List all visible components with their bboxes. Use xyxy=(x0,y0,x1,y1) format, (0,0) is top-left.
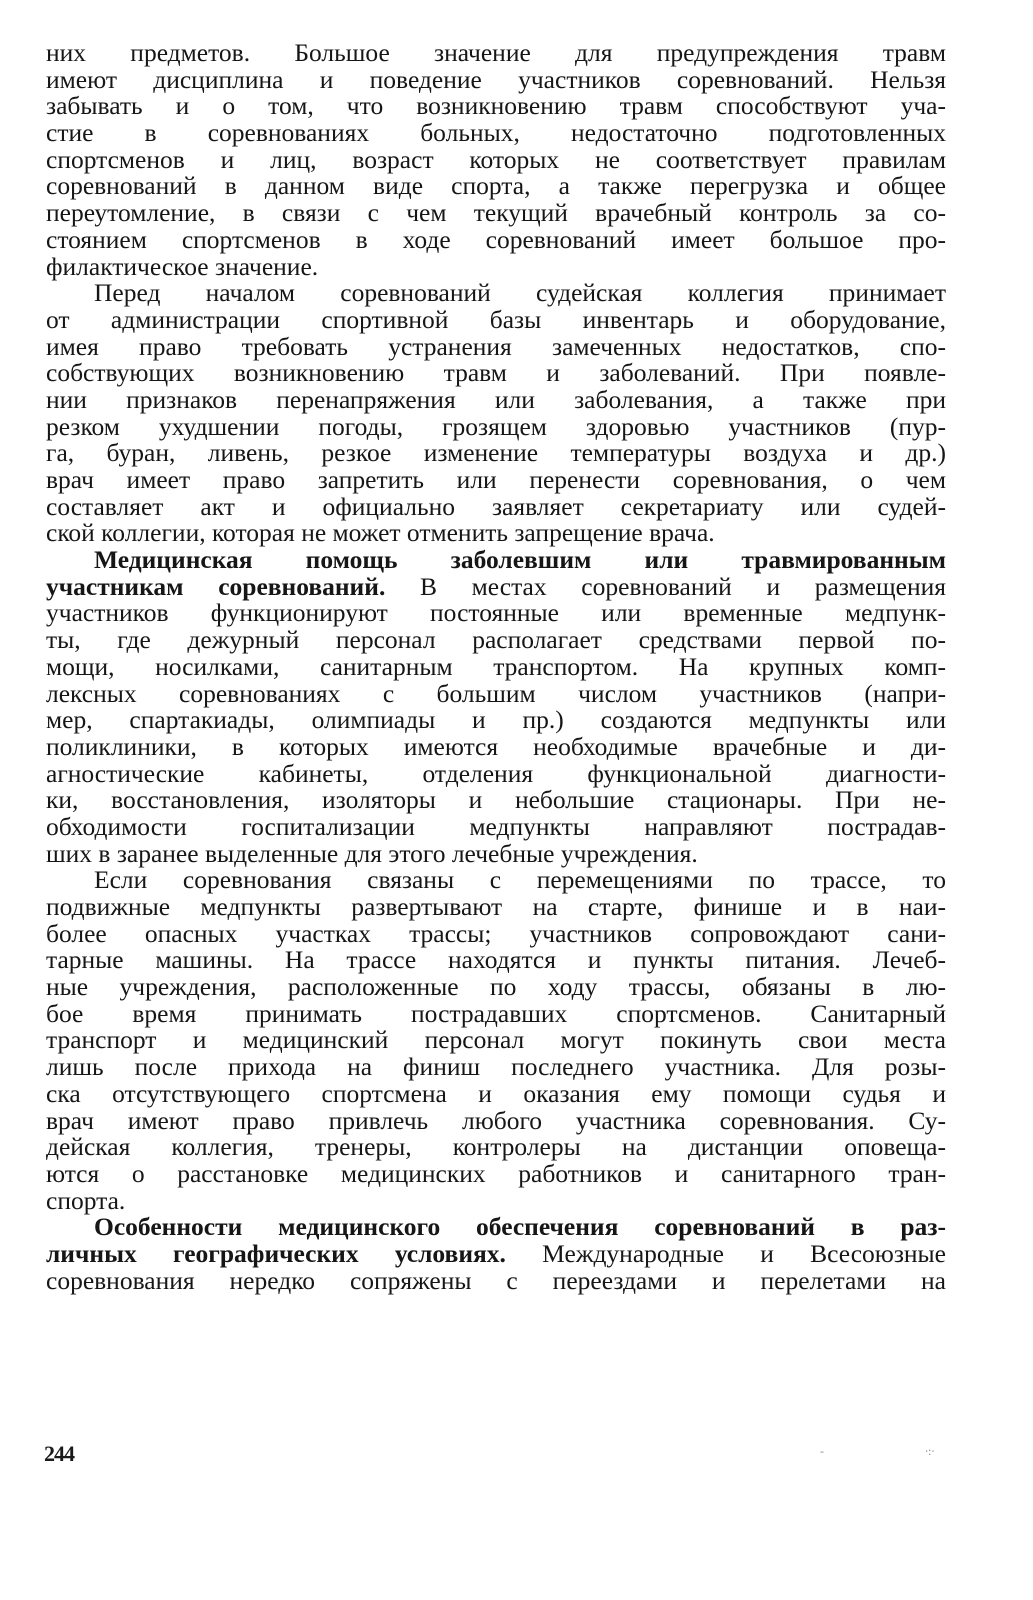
text-line xyxy=(46,571,946,601)
text-line xyxy=(46,974,946,1001)
text-line xyxy=(46,998,946,1028)
text-line xyxy=(46,93,946,120)
page-number: 244 xyxy=(44,1441,74,1466)
text-line xyxy=(46,678,946,708)
text-line xyxy=(46,360,946,387)
line-text: участников функционируют постоянные или временные медпунк- xyxy=(46,598,946,628)
text-line xyxy=(46,304,946,334)
line-text: тарные машины. На трассе находятся и пункты питания. Лечеб- xyxy=(46,945,946,975)
section-heading: личных географических условиях. xyxy=(46,1238,506,1268)
line-text: врач имеет право запретить или перенести соревнования, о чем xyxy=(46,465,946,494)
line-text: Перед началом соревнований судейская коллегия принимает xyxy=(94,278,946,308)
line-text: Если соревнования связаны с перемещениями по трассе, то xyxy=(94,865,946,895)
line-text: переутомление, в связи с чем текущий врачебный контроль за со- xyxy=(46,198,946,228)
text-line xyxy=(46,384,946,414)
text-line xyxy=(46,491,946,521)
line-text: более опасных участках трассы; участников сопровождают сани- xyxy=(46,918,946,948)
line-text: мощи, носилками, санитарным транспортом. На крупных комп- xyxy=(46,651,946,681)
line-text: подвижные медпункты развертывают на старте, финише и в наи- xyxy=(46,892,946,921)
text-line xyxy=(46,1238,946,1268)
line-text: соревнования нередко сопряжены с переездами и перелетами на xyxy=(46,1265,946,1295)
line-text: поликлиники, в которых имеются необходимые врачебные и ди- xyxy=(46,731,946,761)
text-line xyxy=(46,520,946,547)
line-text: дейская коллегия, тренеры, контролеры на дистанции оповеща- xyxy=(46,1132,946,1162)
text-line xyxy=(46,651,946,681)
line-text: В местах соревнований и размещения xyxy=(385,571,946,601)
line-text: ки, восстановления, изоляторы и небольшие стационары. При не- xyxy=(46,785,946,815)
line-text: стоянием спортсменов в ходе соревнований имеет большое про- xyxy=(46,224,946,254)
line-text: филактическое значение. xyxy=(46,251,319,281)
text-line xyxy=(46,1214,946,1241)
line-text: Международные и Всесоюзные xyxy=(505,1238,946,1268)
text-line xyxy=(46,1134,946,1161)
section-heading: Медицинская помощь заболевшим или травмированным xyxy=(94,545,946,575)
line-text: мер, спартакиады, олимпиады и пр.) создаются медпункты или xyxy=(46,705,946,735)
line-text: ты, где дежурный персонал располагает средствами первой по- xyxy=(46,625,946,655)
line-text: забывать и о том, что возникновению травм способствуют уча- xyxy=(46,91,946,121)
text-line xyxy=(46,894,946,921)
text-line xyxy=(46,1265,946,1295)
text-line xyxy=(46,600,946,627)
text-line xyxy=(46,947,946,974)
text-line xyxy=(46,40,946,67)
line-text: лексных соревнованиях с большим числом участников (напри- xyxy=(46,678,946,708)
line-text: ших в заранее выделенные для этого лечебные учреждения. xyxy=(46,838,698,868)
line-text: от администрации спортивной базы инвентарь и оборудование, xyxy=(46,304,946,334)
section-heading: участникам соревнований. xyxy=(46,571,386,601)
text-line xyxy=(46,867,946,894)
line-text: обходимости госпитализации медпункты направляют пострадав- xyxy=(46,811,946,841)
text-line xyxy=(46,547,946,574)
text-line xyxy=(46,331,946,361)
text-line xyxy=(46,731,946,761)
text-line xyxy=(46,1054,946,1081)
line-text: спортсменов и лиц, возраст которых не соответствует правилам xyxy=(46,144,946,174)
text-line xyxy=(46,1078,946,1108)
text-line xyxy=(46,200,946,227)
line-text: ные учреждения, расположенные по ходу трассы, обязаны в лю- xyxy=(46,972,946,1002)
text-line xyxy=(46,224,946,254)
text-line xyxy=(46,1158,946,1188)
line-text: врач имеют право привлечь любого участника соревнования. Су- xyxy=(46,1105,946,1135)
text-line xyxy=(46,1105,946,1135)
text-line xyxy=(46,440,946,467)
line-text: га, буран, ливень, резкое изменение температуры воздуха и др.) xyxy=(46,438,946,468)
section-heading: Особенности медицинского обеспечения соревнований в раз- xyxy=(94,1212,946,1242)
text-line xyxy=(46,918,946,948)
line-text: составляет акт и официально заявляет секретариату или судей- xyxy=(46,491,946,521)
line-text: спорта. xyxy=(46,1185,126,1215)
text-line xyxy=(46,467,946,494)
line-text: собствующих возникновению травм и заболеваний. При появле- xyxy=(46,358,946,388)
line-text: имеют дисциплина и поведение участников соревнований. Нельзя xyxy=(46,64,946,94)
line-text: соревнований в данном виде спорта, а также перегрузка и общее xyxy=(46,171,946,201)
line-text: ской коллегии, которая не может отменить запрещение врача. xyxy=(46,518,715,548)
page-text xyxy=(46,40,946,1294)
scan-speck: - xyxy=(820,1444,824,1458)
line-text: ска отсутствующего спортсмена и оказания ему помощи судья и xyxy=(46,1078,946,1108)
text-line xyxy=(46,707,946,734)
line-text: резком ухудшении погоды, грозящем здоровью участников (пур- xyxy=(46,411,946,441)
text-line xyxy=(46,251,946,281)
line-text: нии признаков перенапряжения или заболевания, а также при xyxy=(46,384,946,414)
text-line xyxy=(46,787,946,814)
text-line xyxy=(46,144,946,174)
line-text: лишь после прихода на финиш последнего участника. Для розы- xyxy=(46,1052,946,1082)
text-line xyxy=(46,627,946,654)
scan-speck: ∙:∙ xyxy=(925,1444,935,1458)
line-text: них предметов. Большое значение для предупреждения травм xyxy=(46,38,946,67)
text-line xyxy=(46,1027,946,1054)
text-line xyxy=(46,173,946,200)
line-text: ются о расстановке медицинских работников и санитарного тран- xyxy=(46,1158,946,1188)
text-line xyxy=(46,811,946,841)
text-line xyxy=(46,120,946,147)
line-text: бое время принимать пострадавших спортсменов. Санитарный xyxy=(46,998,946,1028)
line-text: транспорт и медицинский персонал могут покинуть свои места xyxy=(46,1025,946,1055)
line-text: стие в соревнованиях больных, недостаточно подготовленных xyxy=(46,118,946,148)
text-line xyxy=(46,411,946,441)
text-line xyxy=(46,758,946,788)
text-line xyxy=(46,64,946,94)
line-text: агностические кабинеты, отделения функциональной диагности- xyxy=(46,758,946,788)
line-text: имея право требовать устранения замеченных недостатков, спо- xyxy=(46,331,946,361)
text-line xyxy=(46,838,946,868)
text-line xyxy=(46,280,946,307)
text-line xyxy=(46,1185,946,1215)
